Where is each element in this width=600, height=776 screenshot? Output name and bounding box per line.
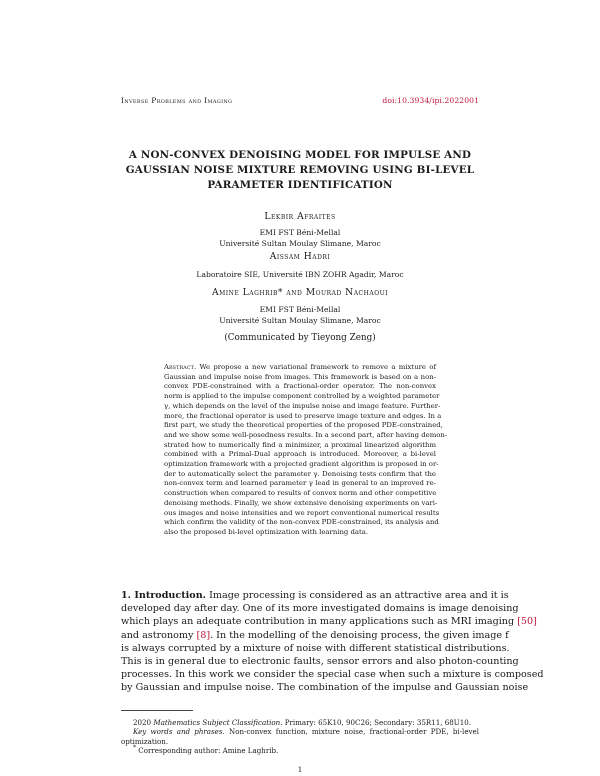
citation-link[interactable]: [50] — [517, 616, 537, 628]
affiliation-block-1 — [121, 228, 479, 249]
abstract-line: and we show some well-posedness results. In a second part, after having demon- — [164, 430, 448, 439]
footnote-msc: 2020 Mathematics Subject Classification. Primary: 65K10, 90C26; Secondary: 35R11, 68U10. — [133, 718, 472, 727]
author-name: Aissam Hadri — [269, 251, 331, 262]
communicated-by: (Communicated by Tieyong Zeng) — [224, 333, 376, 343]
affiliation: Université Sultan Moulay Slimane, Maroc — [219, 238, 381, 248]
footnote-divider — [121, 710, 193, 711]
abstract-line: first part, we study the theoretical properties of the proposed PDE-constrained, — [164, 421, 443, 430]
affiliation: EMI FST Béni-Mellal — [259, 305, 341, 314]
abstract-line: Gaussian and impulse noise from images. This framework is based on a non- — [164, 372, 436, 381]
affiliation: EMI FST Béni-Mellal — [259, 228, 341, 237]
running-header — [121, 96, 479, 110]
introduction — [121, 589, 544, 695]
abstract-line: strated how to numerically find a minimizer, a proximal linearized algorithm — [164, 440, 436, 449]
affiliation: Laboratoire SIE, Université IBN ZOHR Agadir, Maroc — [196, 270, 404, 279]
author-name: Lekbir Afraites — [264, 211, 336, 222]
doi-link[interactable]: doi:10.3934/ipi.2022001 — [382, 96, 479, 105]
body-line: processes. In this work we consider the special case when such a mixture is composed — [121, 669, 544, 681]
body-line: developed day after day. One of its more investigated domains is image denoising — [121, 603, 519, 615]
abstract-line: construction when compared to results of convex norm and other competitive — [164, 489, 437, 498]
body-line: is always corrupted by a mixture of noise with different statistical distributions. — [121, 642, 510, 654]
abstract-line: which confirm the validity of the non-convex PDE-constrained, its analysis and — [164, 518, 439, 527]
abstract-line: Abstract. We propose a new variational framework to remove a mixture of — [164, 363, 436, 371]
citation-link[interactable]: [8] — [196, 629, 211, 641]
abstract-line: der to automatically select the parameter γ. Denoising tests confirm that the — [164, 469, 436, 478]
abstract-label: Abstract. — [164, 363, 197, 371]
page-number: 1 — [297, 765, 303, 774]
affiliation: Université Sultan Moulay Slimane, Maroc — [219, 315, 381, 325]
footnote-corresponding: * Corresponding author: Amine Laghrib. — [133, 744, 279, 756]
abstract-line: non-convex term and learned parameter γ lead in general to an improved re- — [164, 479, 436, 488]
paper-title — [121, 148, 479, 193]
abstract-line: optimization framework with a projected gradient algorithm is proposed in or- — [164, 460, 439, 469]
abstract-line: γ, which depends on the level of the impulse noise and image feature. Further- — [164, 401, 441, 410]
affiliation-block-3 — [121, 305, 479, 326]
title-line: A NON-CONVEX DENOISING MODEL FOR IMPULSE AND — [128, 149, 472, 161]
footnote-keywords: Key words and phrases. Non-convex function, mixture noise, fractional-order PDE, bi-level — [133, 727, 479, 737]
author-block-1 — [121, 211, 479, 222]
body-line: which plays an adequate contribution in many applications such as MRI imaging [50] — [121, 616, 537, 628]
body-line: by Gaussian and impulse noise. The combination of the impulse and Gaussian noise — [121, 682, 529, 694]
body-line: and astronomy [8]. In the modelling of the denoising process, the given image f — [121, 629, 509, 641]
section-heading: 1. Introduction. — [121, 590, 207, 601]
body-line: This is in general due to electronic faults, sensor errors and also photon-counting — [121, 656, 519, 668]
abstract — [164, 363, 448, 538]
title-line: GAUSSIAN NOISE MIXTURE REMOVING USING BI-LEVEL — [125, 164, 475, 176]
abstract-line: ous images and noise intensities and we report conventional numerical results — [164, 508, 440, 517]
footnote-keywords-cont: optimization. — [121, 736, 169, 746]
abstract-line: denoising methods. Finally, we show extensive denoising experiments on vari- — [164, 498, 438, 507]
abstract-line: convex PDE-constrained with a fractional-order operator. The non-convex — [164, 382, 436, 391]
abstract-line: more, the fractional operator is used to preserve image texture and edges. In a — [164, 411, 442, 420]
journal-name: Inverse Problems and Imaging — [121, 96, 233, 105]
abstract-line: also the proposed bi-level optimization with learning data. — [164, 527, 369, 536]
footnotes — [121, 718, 479, 756]
abstract-line: combined with a Primal-Dual approach is introduced. Moreover, a bi-level — [164, 450, 436, 459]
title-line: PARAMETER IDENTIFICATION — [207, 179, 393, 191]
author-block-2 — [121, 251, 479, 262]
affiliation-block-2 — [121, 270, 479, 281]
author-block-3 — [121, 287, 479, 298]
body-line: 1. Introduction. Image processing is considered as an attractive area and it is — [121, 590, 509, 601]
abstract-line: norm is applied to the impulse component controlled by a weighted parameter — [164, 392, 440, 401]
author-name: Amine Laghrib* and Mourad Nachaoui — [211, 287, 389, 298]
